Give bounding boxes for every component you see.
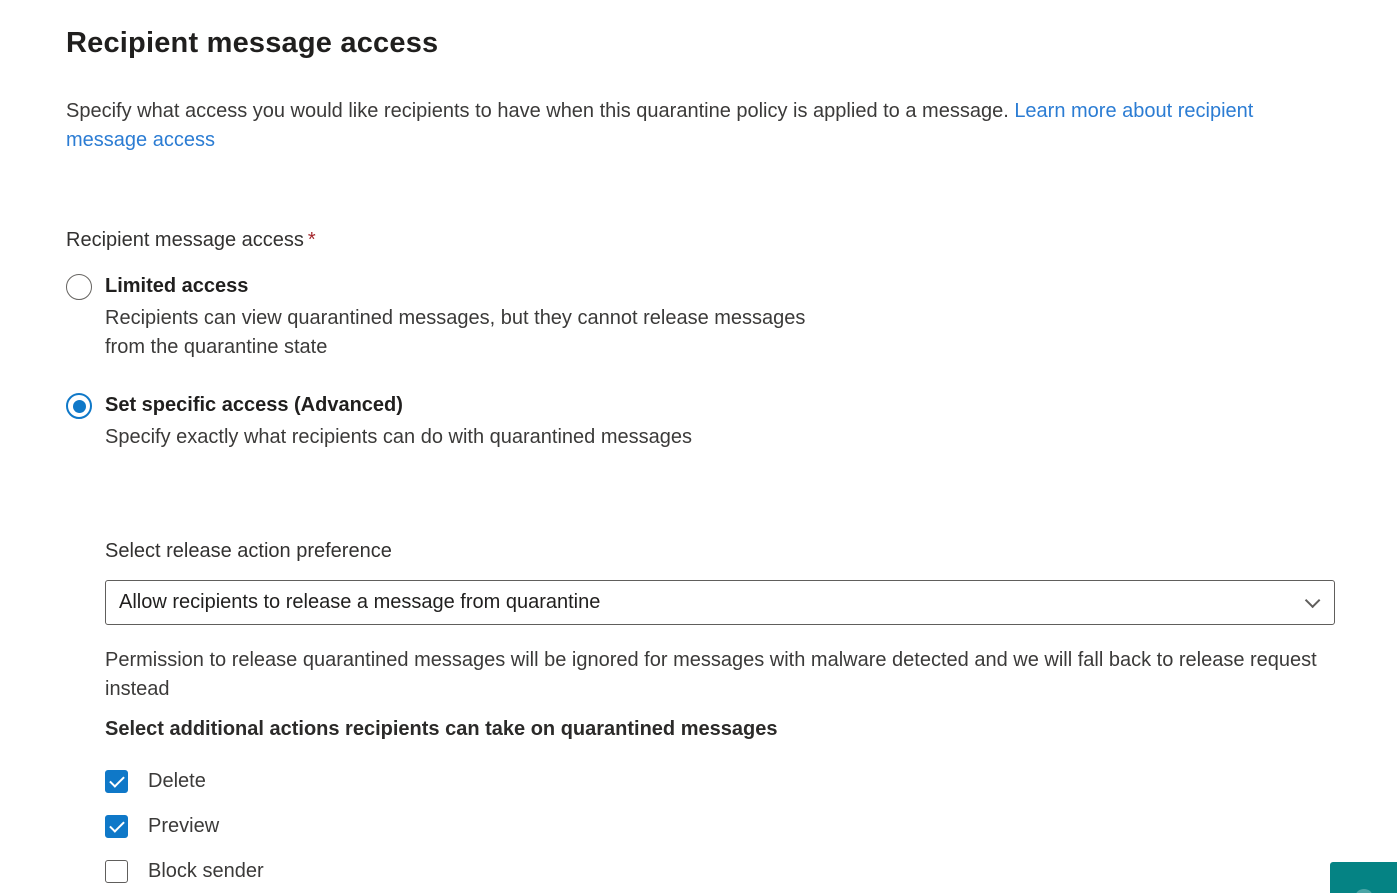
checkbox-label: Block sender <box>148 860 264 882</box>
feedback-button[interactable] <box>1330 862 1397 893</box>
radio-option-limited-access-text <box>105 273 810 362</box>
access-field-label <box>66 229 1335 252</box>
radio-button-selected-icon[interactable] <box>66 393 92 419</box>
required-asterisk: * <box>307 229 316 251</box>
radio-option-limited-access[interactable] <box>66 273 1335 362</box>
page-description <box>66 97 1335 155</box>
access-field-label-text: Recipient message access <box>66 229 304 251</box>
radio-option-description: Recipients can view quarantined messages, but they cannot release messages from the quarantine state <box>105 307 806 358</box>
checkbox-unchecked-icon[interactable] <box>105 860 128 883</box>
radio-option-label: Limited access <box>105 275 249 297</box>
release-action-dropdown[interactable] <box>105 580 1335 625</box>
additional-actions-checkbox-group <box>105 770 1335 883</box>
radio-option-description: Specify exactly what recipients can do with quarantined messages <box>105 426 692 448</box>
checkbox-label: Delete <box>148 770 206 792</box>
release-action-dropdown-value: Allow recipients to release a message from quarantine <box>119 591 601 613</box>
page-description-text: Specify what access you would like recipients to have when this quarantine policy is applied to a message. <box>66 100 1009 122</box>
checkbox-row-preview[interactable] <box>105 815 1335 838</box>
checkbox-checked-icon[interactable] <box>105 770 128 793</box>
checkbox-row-block-sender[interactable] <box>105 860 1335 883</box>
advanced-access-panel <box>105 540 1335 883</box>
radio-button-icon[interactable] <box>66 274 92 300</box>
checkbox-checked-icon[interactable] <box>105 815 128 838</box>
radio-option-set-specific-access[interactable] <box>66 392 1335 452</box>
page-title: Recipient message access <box>66 27 439 59</box>
radio-option-set-specific-access-text <box>105 392 692 452</box>
chevron-down-icon <box>1305 593 1321 609</box>
access-radio-group <box>66 273 1335 452</box>
checkbox-label: Preview <box>148 815 220 837</box>
radio-option-label: Set specific access (Advanced) <box>105 394 403 416</box>
learn-more-link[interactable]: Learn more about recipient message access <box>66 100 1254 151</box>
additional-actions-label: Select additional actions recipients can take on quarantined messages <box>105 718 778 740</box>
checkbox-row-delete[interactable] <box>105 770 1335 793</box>
release-permission-note: Permission to release quarantined messages will be ignored for messages with malware detected and we will fall back to release request instead <box>105 649 1317 700</box>
release-preference-label: Select release action preference <box>105 540 392 562</box>
